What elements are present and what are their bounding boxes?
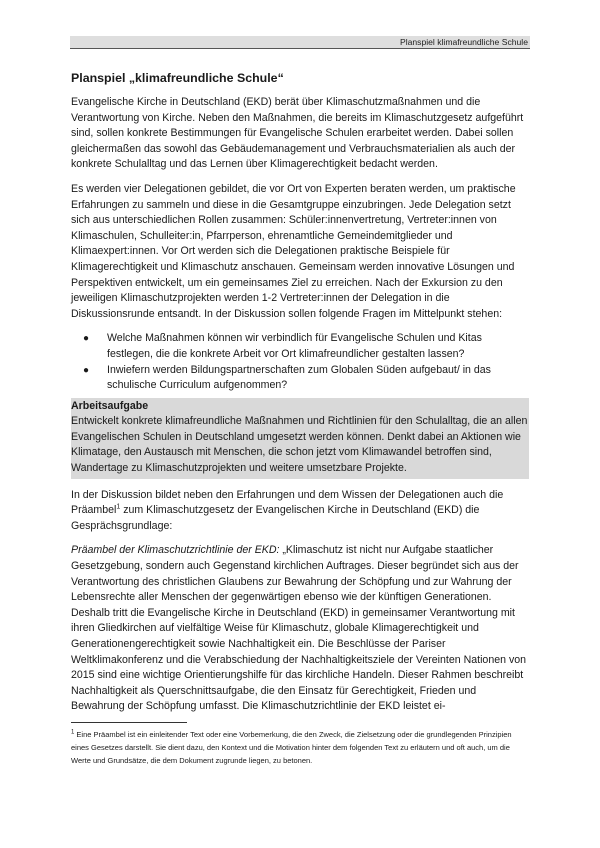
footnote-divider: [71, 722, 187, 723]
running-header: Planspiel klimafreundliche Schule: [70, 36, 530, 49]
footnote-text: Eine Präambel ist ein einleitender Text oder eine Vorbemerkung, die den Zweck, die Zielsetzung oder die grundlegenden Prinzipien eines Gesetzes darstellt. Sie dient dazu, den Kontext und die Motivation hinter dem folgenden Text zu erläutern und oft auch, um die Werte und Grundsätze, die dem Dokument zugrunde liegen, zu betonen.: [71, 730, 512, 765]
list-item: [83, 331, 529, 362]
footnote: [71, 728, 529, 767]
intro-paragraph: Evangelische Kirche in Deutschland (EKD) berät über Klimaschutzmaßnahmen und die Verantwortung von Kirche. Neben den Maßnahmen, die bereits im Klimaschutzgesetz aufgeführt sind, sollen konkrete Bestimmungen für Evangelische Schulen erarbeitet werden. Dabei sollen gleichermaßen das sowohl das Gebäudemanagement und Verbrauchsmaterialien als auch der konkrete Schulalltag und das Lernen über Klimagerechtigkeit bedacht werden.: [71, 96, 524, 171]
page-title: Planspiel „klimafreundliche Schule“: [71, 71, 284, 85]
delegation-paragraph: Es werden vier Delegationen gebildet, die vor Ort von Experten beraten werden, um praktische Erfahrungen zu sammeln und diese in die Gesamtgruppe einzubringen. Jede Delegation setzt sich aus unterschiedlichen Rollen zusammen: Schüler:innenvertretung, Vertreter:innen von Klimaschulen, Schulleiter:in, Pfarrperson, ehrenamtliche Gemeindemitglieder und Klimaexpert:innen. Vor Ort werden sich die Delegationen praktische Beispiele für Klimagerechtigkeit und Klimaschutz anschauen. Gemeinsam werden innovative Lösungen und Perspektiven entwickelt, um ein gemeinsames Ziel zu erreichen. Nach der Exkursion zu den jeweiligen Klimaschutzprojekten werden 1-2 Vertreter:innen der Delegation in die Diskussionsrunde entsandt. In der Diskussion sollen folgende Fragen im Mittelpunkt stehen:: [71, 182, 516, 320]
question-text: Inwiefern werden Bildungspartnerschaften zum Globalen Süden aufgebaut/ in das schulische Curriculum aufgenommen?: [107, 363, 491, 392]
task-box: [71, 398, 529, 479]
discussion-paragraph: [71, 488, 529, 535]
question-text: Welche Maßnahmen können wir verbindlich für Evangelische Schulen und Kitas festlegen, die die konkrete Arbeit vor Ort klimafreundlicher gestalten lassen?: [107, 332, 482, 360]
discussion-text-end: zum Klimaschutzgesetz der Evangelischen Kirche in Deutschland (EKD) die Gesprächsgrundlage:: [71, 504, 480, 532]
task-text: Entwickelt konkrete klimafreundliche Maßnahmen und Richtlinien für den Schulalltag, die an allen Evangelischen Schulen in Deutschland umgesetzt werden können. Denkt dabei an Aktionen wie Klimatage, den Austausch mit Menschen, die schon jetzt vom Klimawandel betroffen sind, Wandertage zu Klimaschutzprojekten und weitere umsetzbare Projekte.: [71, 415, 528, 475]
discussion-text-start: In der Diskussion bildet neben den Erfahrungen und dem Wissen der Delegationen auch die Präambel: [71, 488, 504, 517]
quote-paragraph: [71, 543, 529, 715]
task-title: Arbeitsaufgabe: [71, 399, 149, 412]
document-body: [71, 70, 529, 724]
list-item: [83, 363, 529, 394]
quote-label: Präambel der Klimaschutzrichtlinie der EKD:: [71, 544, 280, 557]
question-list: [71, 331, 529, 393]
bullet-icon: ●: [83, 364, 90, 376]
bullet-icon: ●: [83, 333, 90, 345]
footnote-marker: 1: [71, 729, 75, 736]
quote-text: „Klimaschutz ist nicht nur Aufgabe staatlicher Gesetzgebung, sondern auch Gegenstand kirchlichen Auftrages. Dieser begründet sich aus der Verantwortung des christlichen Glaubens zur Bewahrung der Schöpfung und zur Wahrung der Lebensrechte aller Menschen der gegenwärtigen ebenso wie der künftigen Generationen. Deshalb tritt die Evangelische Kirche in Deutschland (EKD) in gemeinsamer Verantwortung mit ihren Gliedkirchen auf vielfältige Weise für Klimaschutz, globale Klimagerechtigkeit und Generationengerechtigkeit sowie Nachhaltigkeit ein. Die Beschlüsse der Pariser Weltklimakonferenz und die Verabschiedung der Nachhaltigkeitsziele der Vereinten Nationen von 2015 sind eine wichtige Orientierungshilfe für das kirchliche Handeln. Dieser Rahmen beschreibt Nachhaltigkeit als Querschnittsaufgabe, die den Einsatz für Gerechtigkeit, Frieden und Bewahrung der Schöpfung umfasst. Die Klimaschutzrichtlinie der EKD leistet ei-: [71, 544, 527, 713]
footnote-reference[interactable]: 1: [116, 503, 121, 511]
